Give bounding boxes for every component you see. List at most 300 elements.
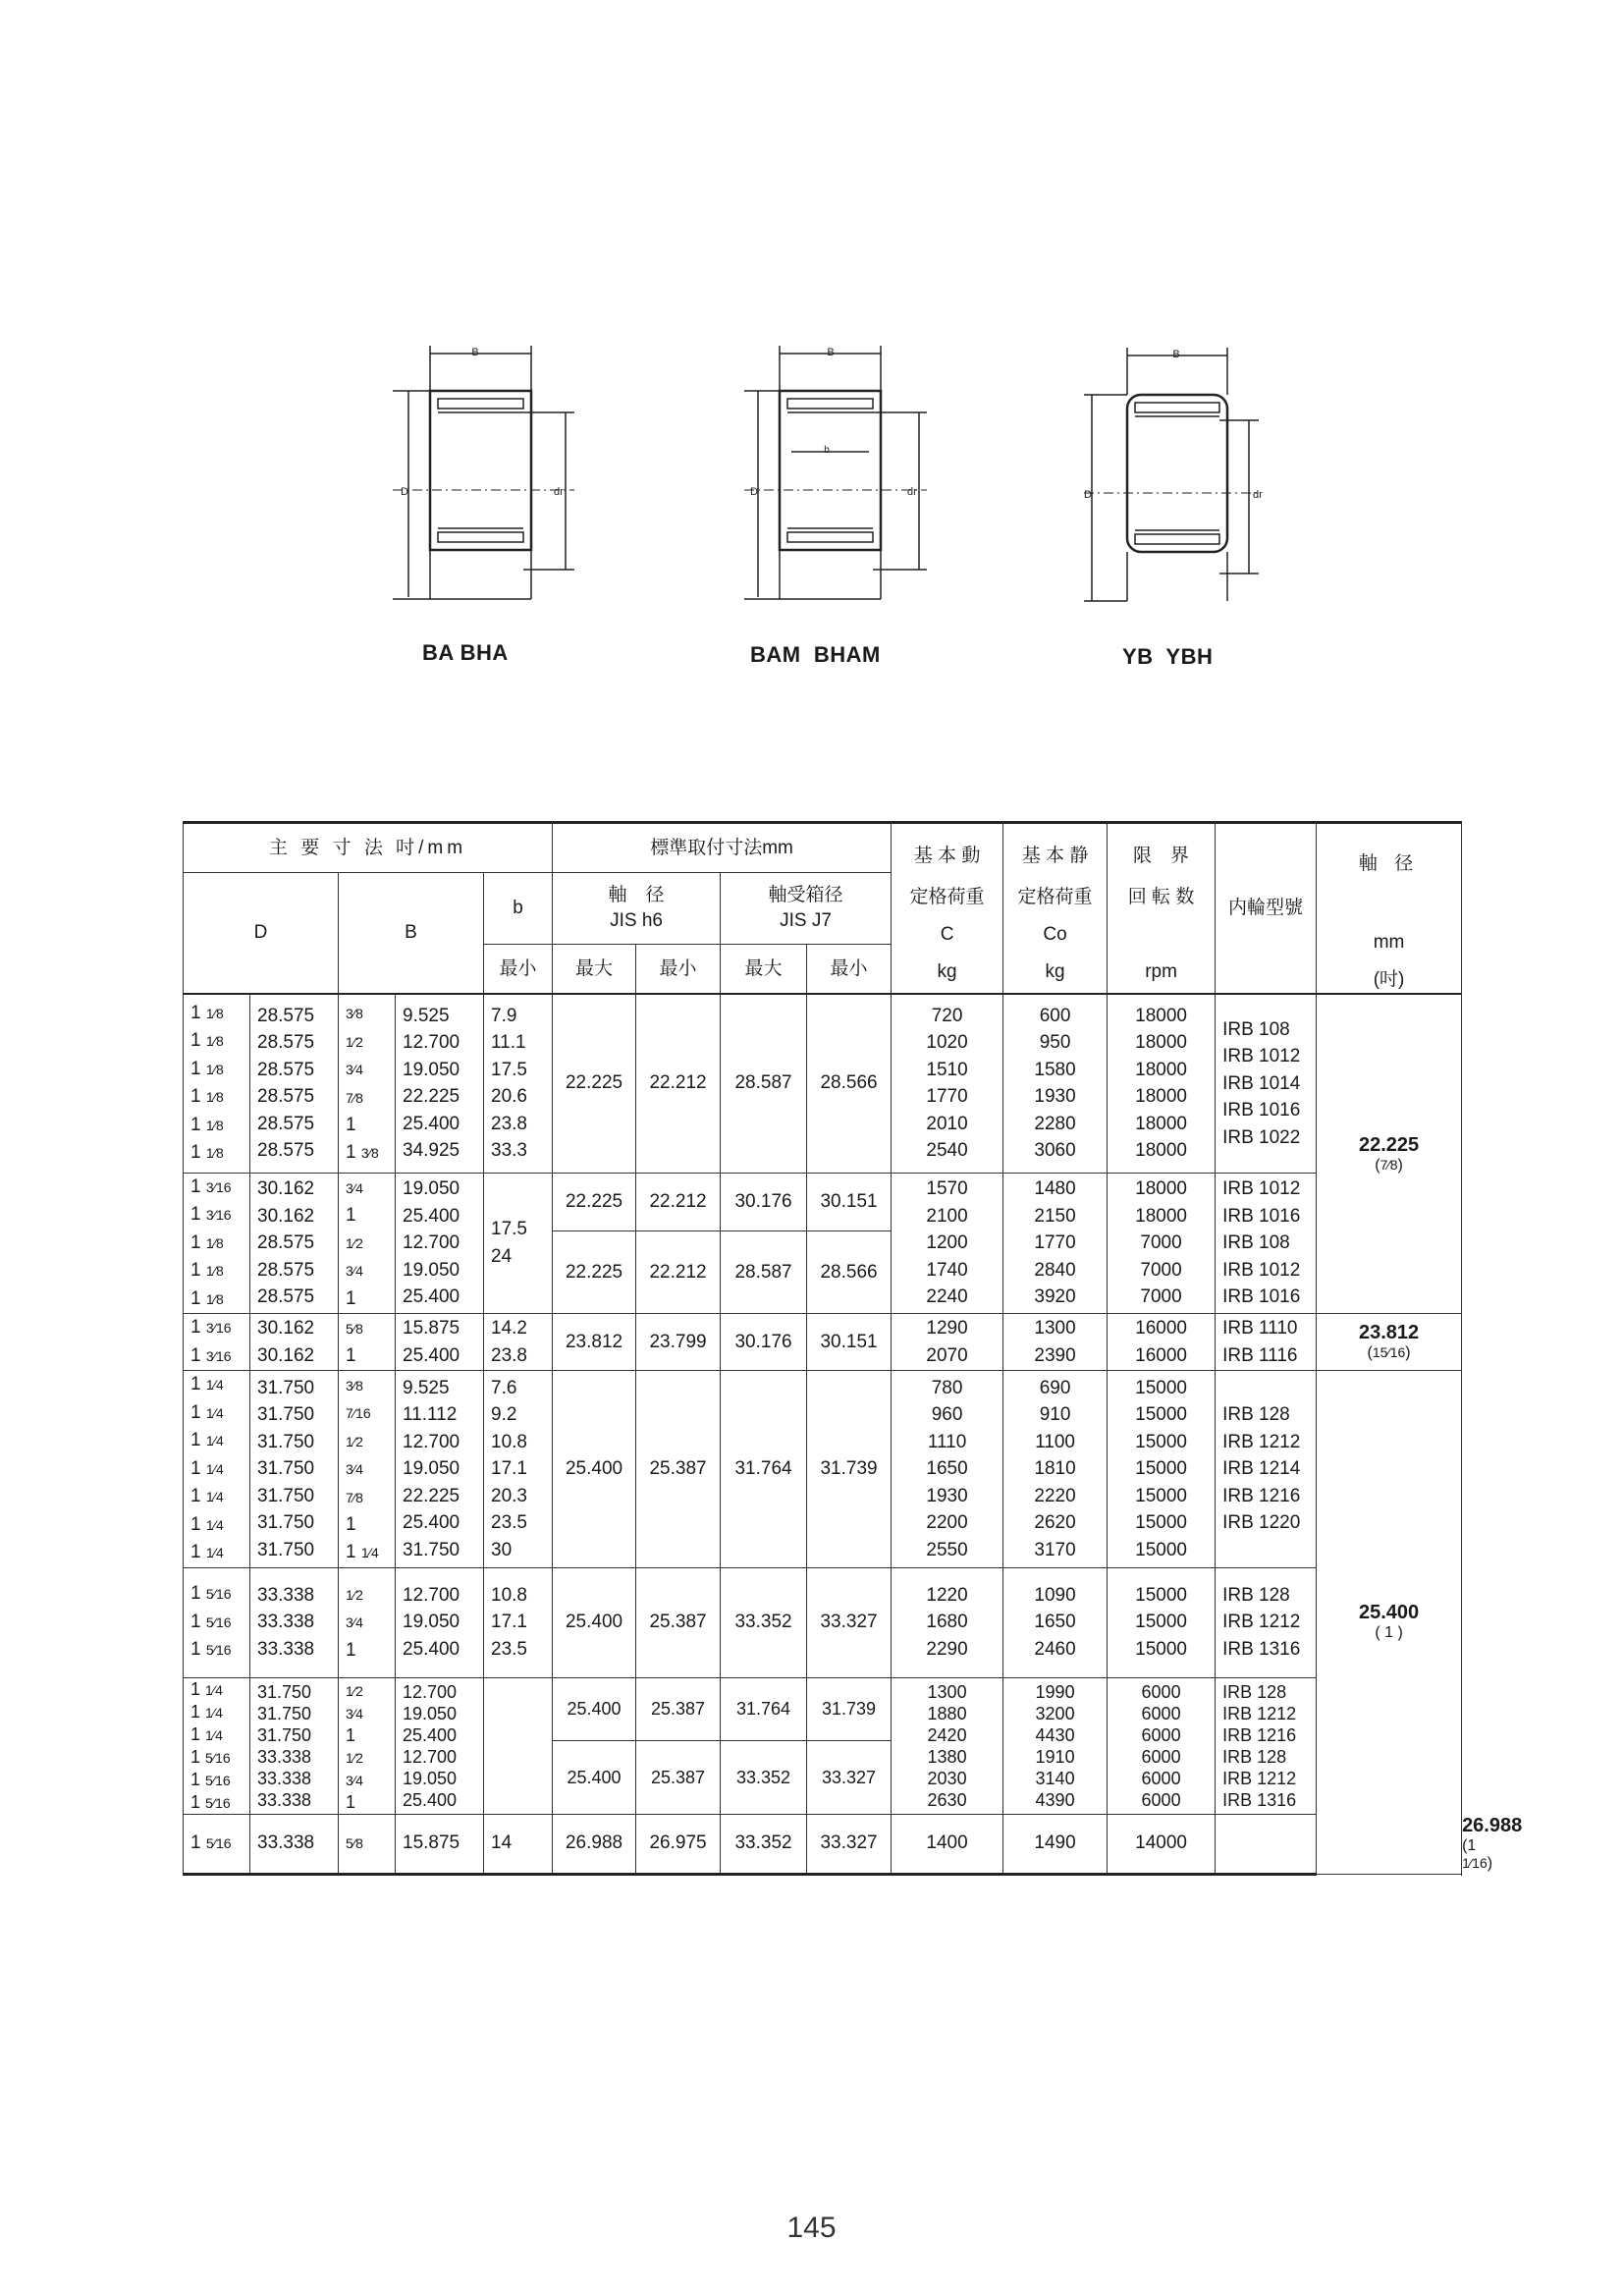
cell-co: 1770: [1034, 1232, 1076, 1253]
cell-d_mm: 33.338: [257, 1789, 312, 1810]
cell-b_in: 1: [346, 1205, 356, 1226]
col-d_mm: [250, 1314, 339, 1371]
cell-rpm: 6000: [1141, 1746, 1181, 1767]
col-b: [484, 1677, 553, 1814]
cell-irb: IRB 1212: [1222, 1768, 1297, 1788]
cell-b: 20.6: [491, 1086, 527, 1108]
fit-h_max: 33.352: [721, 1814, 807, 1874]
cell-b_in: 1: [346, 1115, 356, 1136]
cell-co: 2150: [1034, 1205, 1076, 1227]
cell-b_in: 3⁄4: [346, 1263, 363, 1279]
cell-irb: IRB 1220: [1222, 1512, 1301, 1533]
fit-s_max: 23.812: [553, 1314, 636, 1371]
cell-d_in: 1 5⁄16: [190, 1583, 232, 1605]
cell-d_in: 1 1⁄4: [190, 1374, 224, 1394]
cell-b: 11.1: [491, 1032, 526, 1054]
cell-d_in: 1 3⁄16: [190, 1175, 232, 1197]
cell-d_in: 1 1⁄4: [190, 1723, 223, 1744]
cell-irb: IRB 1016: [1222, 1100, 1301, 1121]
cell-d_mm: 33.338: [257, 1768, 312, 1788]
cell-d_in: 1 5⁄16: [190, 1611, 232, 1632]
cell-b: 17.1: [491, 1458, 527, 1479]
fit-s_min: 22.212: [636, 1173, 721, 1231]
dim-D-label: D: [401, 486, 408, 498]
header-stat-4: kg: [1045, 961, 1065, 982]
dim-dr-label: dr: [554, 486, 564, 498]
col-b_in: [339, 1814, 396, 1874]
cell-irb: IRB 1216: [1222, 1485, 1301, 1506]
col-b: [484, 994, 553, 1173]
col-c: [892, 1814, 1003, 1874]
cell-d_mm: 31.750: [257, 1724, 312, 1745]
cell-d_in: 1 1⁄4: [190, 1457, 224, 1479]
cell-d_mm: 28.575: [257, 1059, 315, 1080]
header-D: D: [184, 873, 339, 995]
cell-b_in: 3⁄4: [346, 1179, 363, 1196]
cell-co: 1100: [1035, 1431, 1075, 1452]
cell-b: 10.8: [491, 1431, 527, 1452]
cell-b_mm: 25.400: [403, 1344, 460, 1366]
cell-co: 2840: [1034, 1259, 1076, 1281]
cell-co: 1810: [1034, 1458, 1076, 1479]
table-body: [184, 994, 1523, 1874]
col-irb: [1216, 1314, 1317, 1371]
cell-rpm: 18000: [1135, 1005, 1187, 1026]
cell-d_mm: 31.750: [257, 1703, 312, 1723]
cell-b_in: 5⁄8: [346, 1320, 363, 1337]
fit-s_min: 25.387: [636, 1740, 721, 1814]
shaft-diameter: [1317, 994, 1462, 1314]
cell-d_in: 1 5⁄16: [190, 1769, 231, 1789]
cell-b_in: 1 1⁄4: [346, 1541, 379, 1562]
col-c: [892, 1314, 1003, 1371]
cell-d_mm: 33.338: [257, 1746, 312, 1767]
cell-b_in: 1⁄2: [346, 1682, 363, 1699]
cell-b: 7.6: [491, 1377, 517, 1398]
fit-h_max: 33.352: [721, 1740, 807, 1814]
col-rpm: [1108, 1567, 1216, 1677]
cell-rpm: 14000: [1135, 1832, 1187, 1854]
cell-b_mm: 19.050: [403, 1458, 460, 1479]
header-housing-1: 軸受箱径: [768, 885, 843, 905]
fit-h_min: 28.566: [807, 1231, 892, 1314]
cell-d_in: 1 5⁄16: [190, 1831, 232, 1853]
cell-b: 30: [491, 1539, 513, 1560]
col-d_in: [184, 1814, 250, 1874]
cell-co: 1090: [1034, 1584, 1076, 1606]
cell-d_in: 1 1⁄4: [190, 1401, 224, 1423]
cell-rpm: 6000: [1141, 1789, 1181, 1810]
cell-irb: IRB 1212: [1222, 1703, 1297, 1723]
fit-s_max: 26.988: [553, 1814, 636, 1874]
col-b_mm: [396, 1371, 484, 1568]
cell-rpm: 18000: [1135, 1032, 1187, 1054]
cell-d_mm: 33.338: [257, 1638, 315, 1660]
cell-c: 2550: [926, 1539, 968, 1560]
cell-b_in: 1: [346, 1639, 356, 1661]
bearing-section-drawing: [373, 342, 589, 607]
cell-c: 1220: [926, 1584, 968, 1606]
cell-b_mm: 19.050: [403, 1612, 460, 1633]
cell-c: 1740: [926, 1259, 968, 1281]
cell-c: 2420: [927, 1724, 967, 1745]
fit-s_min: 25.387: [636, 1371, 721, 1568]
cell-b_mm: 19.050: [403, 1178, 460, 1199]
col-irb: [1216, 1567, 1317, 1677]
shaft-inch: (7⁄8): [1375, 1156, 1403, 1174]
cell-d_in: 1 5⁄16: [190, 1639, 232, 1661]
cell-irb: IRB 1014: [1222, 1072, 1301, 1094]
bearing-section-drawing: [717, 342, 933, 607]
cell-d_in: 1 5⁄16: [190, 1746, 231, 1767]
cell-co: 3920: [1034, 1286, 1076, 1307]
fit-s_max: 25.400: [553, 1677, 636, 1740]
fit-s_max: 22.225: [553, 994, 636, 1173]
cell-d_mm: 31.750: [257, 1539, 315, 1560]
header-stat-2: 定格荷重: [1017, 887, 1093, 907]
cell-c: 1200: [926, 1232, 968, 1253]
col-b_in: [339, 1677, 396, 1814]
fit-h_max: 28.587: [721, 994, 807, 1173]
cell-d_in: 1 1⁄4: [190, 1701, 223, 1722]
cell-co: 2390: [1034, 1344, 1076, 1366]
header-inner-ring: 内輪型號: [1216, 823, 1317, 995]
col-b: [484, 1814, 553, 1874]
cell-c: 2030: [927, 1768, 967, 1788]
cell-c: 1570: [926, 1178, 968, 1199]
cell-co: 4390: [1035, 1789, 1075, 1810]
cell-rpm: 18000: [1135, 1086, 1187, 1108]
cell-irb: IRB 1116: [1222, 1344, 1298, 1366]
cell-b_in: 1⁄2: [346, 1033, 363, 1050]
diagram-caption-yb-ybh: YB YBH: [1122, 644, 1214, 669]
cell-b_mm: 25.400: [403, 1286, 460, 1307]
cell-co: 1580: [1034, 1059, 1076, 1080]
cell-c: 2010: [926, 1113, 968, 1134]
cell-irb: IRB 1012: [1222, 1178, 1301, 1199]
cell-b_mm: 9.525: [403, 1005, 450, 1026]
fit-h_min: 33.327: [807, 1814, 892, 1874]
cell-rpm: 16000: [1135, 1318, 1187, 1339]
cell-c: 1880: [927, 1703, 967, 1723]
fit-s_min: 26.975: [636, 1814, 721, 1874]
cell-c: 2240: [926, 1286, 968, 1307]
cell-b_mm: 22.225: [403, 1086, 460, 1108]
cell-b_in: 3⁄4: [346, 1062, 363, 1078]
cell-b_mm: 25.400: [403, 1724, 458, 1745]
table-row: [184, 1371, 1462, 1568]
header-stat-1: 基 本 静: [1021, 846, 1089, 866]
cell-co: 1300: [1034, 1318, 1076, 1339]
col-b_in: [339, 1314, 396, 1371]
cell-b_in: 3⁄8: [346, 1377, 363, 1394]
diagram-bam-bham: [717, 342, 933, 607]
header-B: B: [339, 873, 484, 995]
cell-b_mm: 25.400: [403, 1512, 460, 1533]
header-dyn-2: 定格荷重: [909, 887, 985, 907]
cell-b_mm: 22.225: [403, 1485, 460, 1506]
cell-d_mm: 31.750: [257, 1431, 315, 1452]
header-dynamic-load: [892, 823, 1003, 995]
cell-rpm: 18000: [1135, 1059, 1187, 1080]
col-co: [1003, 1567, 1108, 1677]
header-stat-3: Co: [1043, 924, 1067, 945]
cell-b: 10.8: [491, 1584, 527, 1606]
col-d_mm: [250, 1677, 339, 1814]
cell-rpm: 18000: [1135, 1113, 1187, 1134]
cell-rpm: 18000: [1135, 1205, 1187, 1227]
cell-b: 17.1: [491, 1612, 527, 1633]
table-row: [184, 1314, 1462, 1371]
cell-d_in: 1 1⁄8: [190, 1142, 224, 1164]
col-b_mm: [396, 1173, 484, 1314]
cell-d_mm: 28.575: [257, 1113, 315, 1134]
header-housing-min: 最小: [807, 945, 892, 995]
header-static-load: [1003, 823, 1108, 995]
cell-d_mm: 28.575: [257, 1232, 315, 1253]
header-std-fit: 標準取付寸法mm: [553, 823, 892, 873]
col-b_in: [339, 1567, 396, 1677]
cell-b_in: 1 3⁄8: [346, 1141, 379, 1163]
header-limit-3: rpm: [1145, 961, 1177, 982]
header-housing-max: 最大: [721, 945, 807, 995]
header-shaft: [1317, 823, 1462, 995]
col-c: [892, 1371, 1003, 1568]
cell-b_mm: 9.525: [403, 1377, 450, 1398]
col-b_mm: [396, 994, 484, 1173]
cell-b_mm: 12.700: [403, 1681, 458, 1702]
cell-d_mm: 30.162: [257, 1178, 315, 1199]
cell-b_mm: 12.700: [403, 1431, 460, 1452]
cell-co: 600: [1039, 1005, 1071, 1026]
cell-rpm: 15000: [1135, 1638, 1187, 1660]
cell-b: 14: [491, 1832, 513, 1854]
cell-b: 7.9: [491, 1005, 517, 1026]
col-c: [892, 1567, 1003, 1677]
cell-rpm: 15000: [1135, 1485, 1187, 1506]
col-b_in: [339, 1173, 396, 1314]
cell-d_in: 1 3⁄16: [190, 1344, 232, 1366]
col-rpm: [1108, 1814, 1216, 1874]
cell-co: 2220: [1034, 1485, 1076, 1506]
cell-co: 910: [1039, 1404, 1071, 1425]
col-d_mm: [250, 1173, 339, 1314]
cell-rpm: 18000: [1135, 1140, 1187, 1162]
cell-b_mm: 15.875: [403, 1318, 460, 1339]
fit-s_max: 22.225: [553, 1231, 636, 1314]
cell-b: 33.3: [491, 1140, 527, 1162]
header-b-min: 最小: [484, 945, 553, 995]
cell-b_in: 1⁄2: [346, 1586, 363, 1603]
cell-irb: IRB 128: [1222, 1584, 1290, 1606]
cell-co: 1650: [1034, 1612, 1076, 1633]
fit-s_min: 23.799: [636, 1314, 721, 1371]
cell-b: 23.8: [491, 1344, 527, 1366]
col-b_mm: [396, 1567, 484, 1677]
cell-co: 950: [1039, 1032, 1071, 1054]
cell-d_in: 1 1⁄4: [190, 1486, 224, 1506]
cell-c: 1380: [927, 1746, 967, 1767]
cell-irb: IRB 1110: [1222, 1318, 1298, 1339]
col-d_in: [184, 1677, 250, 1814]
col-c: [892, 1677, 1003, 1814]
cell-b_in: 3⁄4: [346, 1614, 363, 1631]
cell-rpm: 15000: [1135, 1539, 1187, 1560]
dim-D-label: D: [750, 486, 758, 498]
cell-c: 1770: [926, 1086, 968, 1108]
col-irb: [1216, 1814, 1317, 1874]
cell-b_in: 1: [346, 1345, 356, 1366]
cell-b_in: 3⁄4: [346, 1461, 363, 1477]
fit-s_max: 22.225: [553, 1173, 636, 1231]
col-b_mm: [396, 1677, 484, 1814]
cell-co: 3200: [1035, 1703, 1075, 1723]
cell-irb: IRB 1216: [1222, 1724, 1297, 1745]
cell-b_mm: 25.400: [403, 1205, 460, 1227]
cell-b_mm: 12.700: [403, 1746, 458, 1767]
cell-d_mm: 30.162: [257, 1344, 315, 1366]
fit-s_min: 22.212: [636, 1231, 721, 1314]
cell-rpm: 7000: [1140, 1259, 1182, 1281]
col-rpm: [1108, 1677, 1216, 1814]
dim-B-label: B: [471, 347, 479, 358]
cell-d_mm: 33.338: [257, 1832, 315, 1854]
cell-d_mm: 31.750: [257, 1512, 315, 1533]
header-b: b: [484, 873, 553, 945]
cell-b_mm: 12.700: [403, 1584, 460, 1606]
cell-rpm: 15000: [1135, 1458, 1187, 1479]
header-shaft-tol-1: 軸 径: [608, 885, 665, 905]
cell-b_mm: 15.875: [403, 1832, 460, 1854]
col-d_in: [184, 994, 250, 1173]
cell-rpm: 6000: [1141, 1703, 1181, 1723]
cell-b_mm: 25.400: [403, 1789, 458, 1810]
col-b: [484, 1371, 553, 1568]
cell-b_in: 3⁄4: [346, 1772, 363, 1788]
col-irb: [1216, 1173, 1317, 1314]
col-co: [1003, 1173, 1108, 1314]
fit-h_max: 31.764: [721, 1371, 807, 1568]
cell-c: 1680: [926, 1612, 968, 1633]
cell-d_in: 1 1⁄8: [190, 1114, 224, 1135]
col-c: [892, 994, 1003, 1173]
cell-b_in: 7⁄8: [346, 1489, 363, 1505]
cell-d_mm: 28.575: [257, 1032, 315, 1054]
cell-c: 1930: [926, 1485, 968, 1506]
cell-b: 20.3: [491, 1485, 527, 1506]
cell-b_mm: 11.112: [403, 1404, 458, 1425]
cell-b_mm: 19.050: [403, 1768, 458, 1788]
cell-b_mm: 19.050: [403, 1703, 458, 1723]
fit-s_max: 25.400: [553, 1371, 636, 1568]
cell-d_mm: 31.750: [257, 1458, 315, 1479]
col-d_mm: [250, 1567, 339, 1677]
cell-co: 3060: [1034, 1140, 1076, 1162]
cell-co: 3140: [1035, 1768, 1075, 1788]
cell-d_mm: 31.750: [257, 1681, 312, 1702]
diagram-yb-ybh: [1070, 346, 1286, 611]
header-dyn-4: kg: [937, 961, 957, 982]
cell-d_in: 1 1⁄8: [190, 1231, 224, 1253]
cell-rpm: 15000: [1135, 1612, 1187, 1633]
page-number: 145: [786, 2212, 837, 2244]
cell-c: 720: [931, 1005, 963, 1026]
diagram-ba-bha: [373, 342, 589, 607]
col-rpm: [1108, 1173, 1216, 1314]
cell-d_mm: 33.338: [257, 1584, 315, 1606]
cell-d_mm: 28.575: [257, 1005, 315, 1026]
cell-rpm: 6000: [1141, 1681, 1181, 1702]
cell-rpm: 15000: [1135, 1584, 1187, 1606]
cell-co: 1910: [1035, 1746, 1075, 1767]
fit-h_min: 30.151: [807, 1173, 892, 1231]
cell-rpm: 18000: [1135, 1178, 1187, 1199]
col-rpm: [1108, 994, 1216, 1173]
cell-d_mm: 31.750: [257, 1377, 315, 1398]
fit-h_max: 30.176: [721, 1173, 807, 1231]
cell-d_mm: 28.575: [257, 1286, 315, 1307]
cell-c: 2070: [926, 1344, 968, 1366]
col-d_in: [184, 1371, 250, 1568]
cell-irb: IRB 1012: [1222, 1259, 1301, 1281]
col-d_in: [184, 1173, 250, 1314]
cell-b: 17.5: [491, 1059, 527, 1080]
dim-b-label: b: [824, 445, 830, 456]
cell-b: 9.2: [491, 1404, 517, 1425]
shaft-mm: 23.812: [1358, 1322, 1420, 1343]
cell-b: 23.8: [491, 1113, 527, 1134]
shaft-inch: ( 1 ): [1375, 1624, 1403, 1642]
cell-b_mm: 12.700: [403, 1232, 460, 1253]
cell-c: 780: [931, 1377, 963, 1398]
bearing-section-drawing: [1070, 346, 1286, 611]
table-row: 1 5⁄16 33.338 5⁄8 15.875 14 26.988 26.975 33.352 33.327 1400 1490 14000 26.988 (1 1⁄16): [184, 1814, 1462, 1874]
cell-d_in: 1 5⁄16: [190, 1791, 231, 1812]
cell-rpm: 7000: [1140, 1286, 1182, 1307]
cell-c: 2290: [926, 1638, 968, 1660]
header-limit-1: 限 界: [1133, 846, 1190, 866]
cell-d_in: 1 1⁄4: [190, 1542, 224, 1562]
fit-h_min: 31.739: [807, 1371, 892, 1568]
col-co: [1003, 1814, 1108, 1874]
cell-irb: IRB 1212: [1222, 1612, 1301, 1633]
header-main-dims: 主 要 寸 法 吋/mm: [184, 823, 553, 873]
cell-irb: IRB 1016: [1222, 1286, 1301, 1307]
col-co: [1003, 994, 1108, 1173]
cell-c: 2200: [926, 1512, 968, 1533]
cell-rpm: 15000: [1135, 1512, 1187, 1533]
cell-c: 1110: [927, 1431, 967, 1452]
cell-b_mm: 25.400: [403, 1113, 460, 1134]
cell-b_in: 7⁄8: [346, 1089, 363, 1106]
fit-h_min: 30.151: [807, 1314, 892, 1371]
cell-d_in: 1 1⁄8: [190, 1260, 224, 1281]
cell-d_mm: 28.575: [257, 1086, 315, 1108]
bearing-spec-table: [183, 821, 1523, 1876]
cell-irb: IRB 128: [1222, 1404, 1290, 1425]
cell-d_in: 1 3⁄16: [190, 1317, 232, 1338]
col-b: [484, 1567, 553, 1677]
cell-d_in: 1 1⁄4: [190, 1678, 223, 1699]
col-d_mm: [250, 1814, 339, 1874]
col-b: [484, 1314, 553, 1371]
cell-co: 1990: [1035, 1681, 1075, 1702]
shaft-mm: 25.400: [1358, 1602, 1420, 1624]
cell-d_mm: 28.575: [257, 1259, 315, 1281]
cell-irb: IRB 1316: [1222, 1789, 1297, 1810]
cell-c: 2100: [926, 1205, 968, 1227]
col-irb: [1216, 1371, 1317, 1568]
